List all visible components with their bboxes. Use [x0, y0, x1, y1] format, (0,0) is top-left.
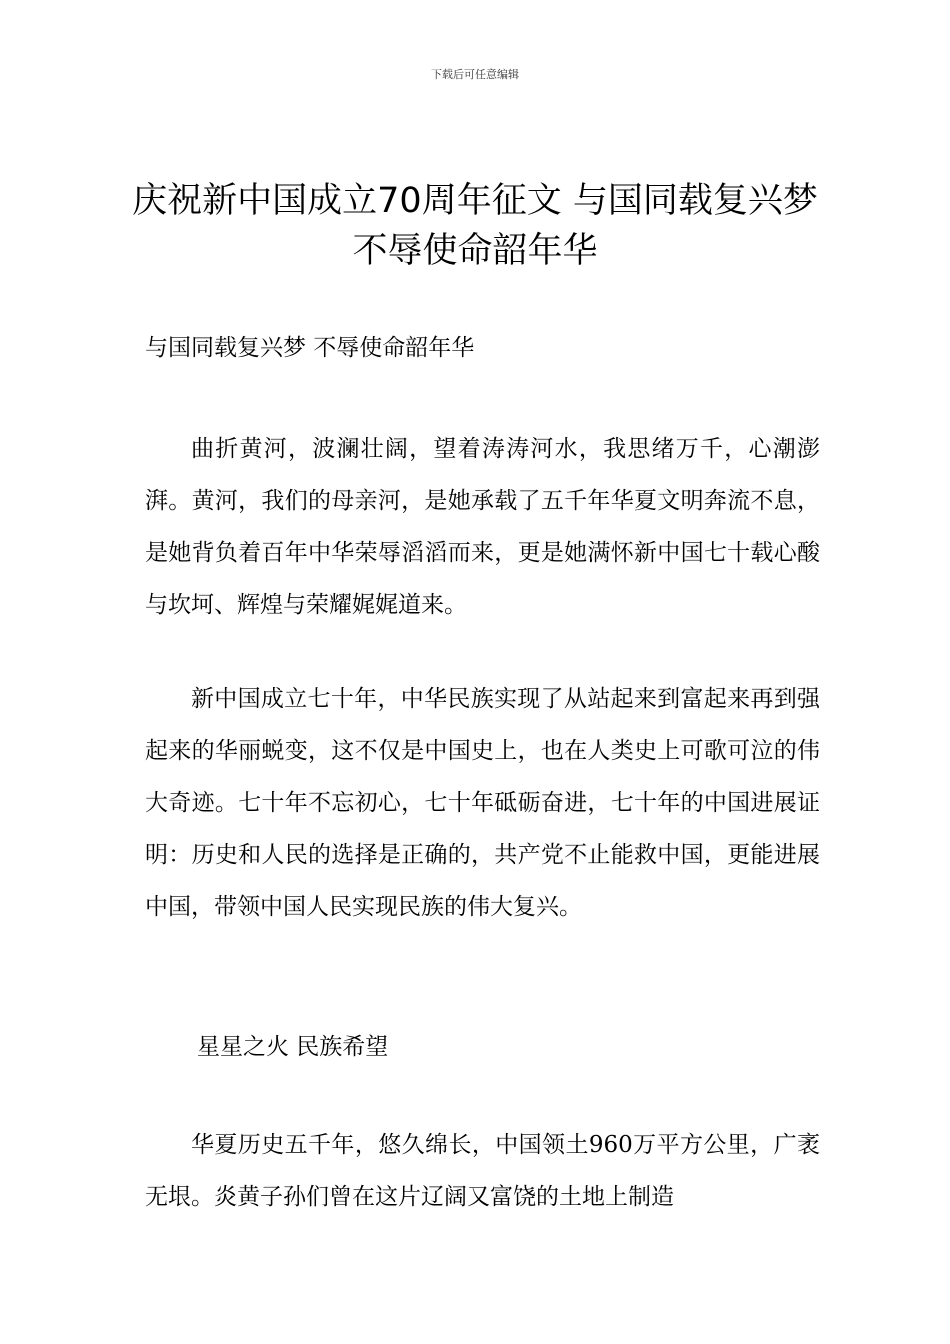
paragraph-1: 曲折黄河，波澜壮阔，望着涛涛河水，我思绪万千，心潮澎湃。黄河，我们的母亲河，是她承载了五千年华夏文明奔流不息，是她背负着百年中华荣辱滔滔而来，更是她满怀新中国七十载心酸与坎坷、辉煌与荣耀娓娓道来。	[145, 436, 820, 618]
section-heading: 星星之火 民族希望	[197, 1034, 389, 1060]
header-note: 下载后可任意编辑	[431, 68, 519, 81]
document-title: 庆祝新中国成立70周年征文 与国同载复兴梦 不辱使命韶年华	[132, 181, 818, 271]
paragraph-3: 华夏历史五千年，悠久绵长，中国领土960万平方公里，广袤无垠。炎黄子孙们曾在这片辽阔又富饶的土地上制造	[145, 1132, 820, 1210]
paragraph-2: 新中国成立七十年，中华民族实现了从站起来到富起来再到强起来的华丽蜕变，这不仅是中国史上，也在人类史上可歌可泣的伟大奇迹。七十年不忘初心，七十年砥砺奋进，七十年的中国进展证明：历史和人民的选择是正确的，共产党不止能救中国，更能进展中国，带领中国人民实现民族的伟大复兴。	[145, 686, 820, 920]
document-subtitle: 与国同载复兴梦 不辱使命韶年华	[145, 335, 475, 361]
